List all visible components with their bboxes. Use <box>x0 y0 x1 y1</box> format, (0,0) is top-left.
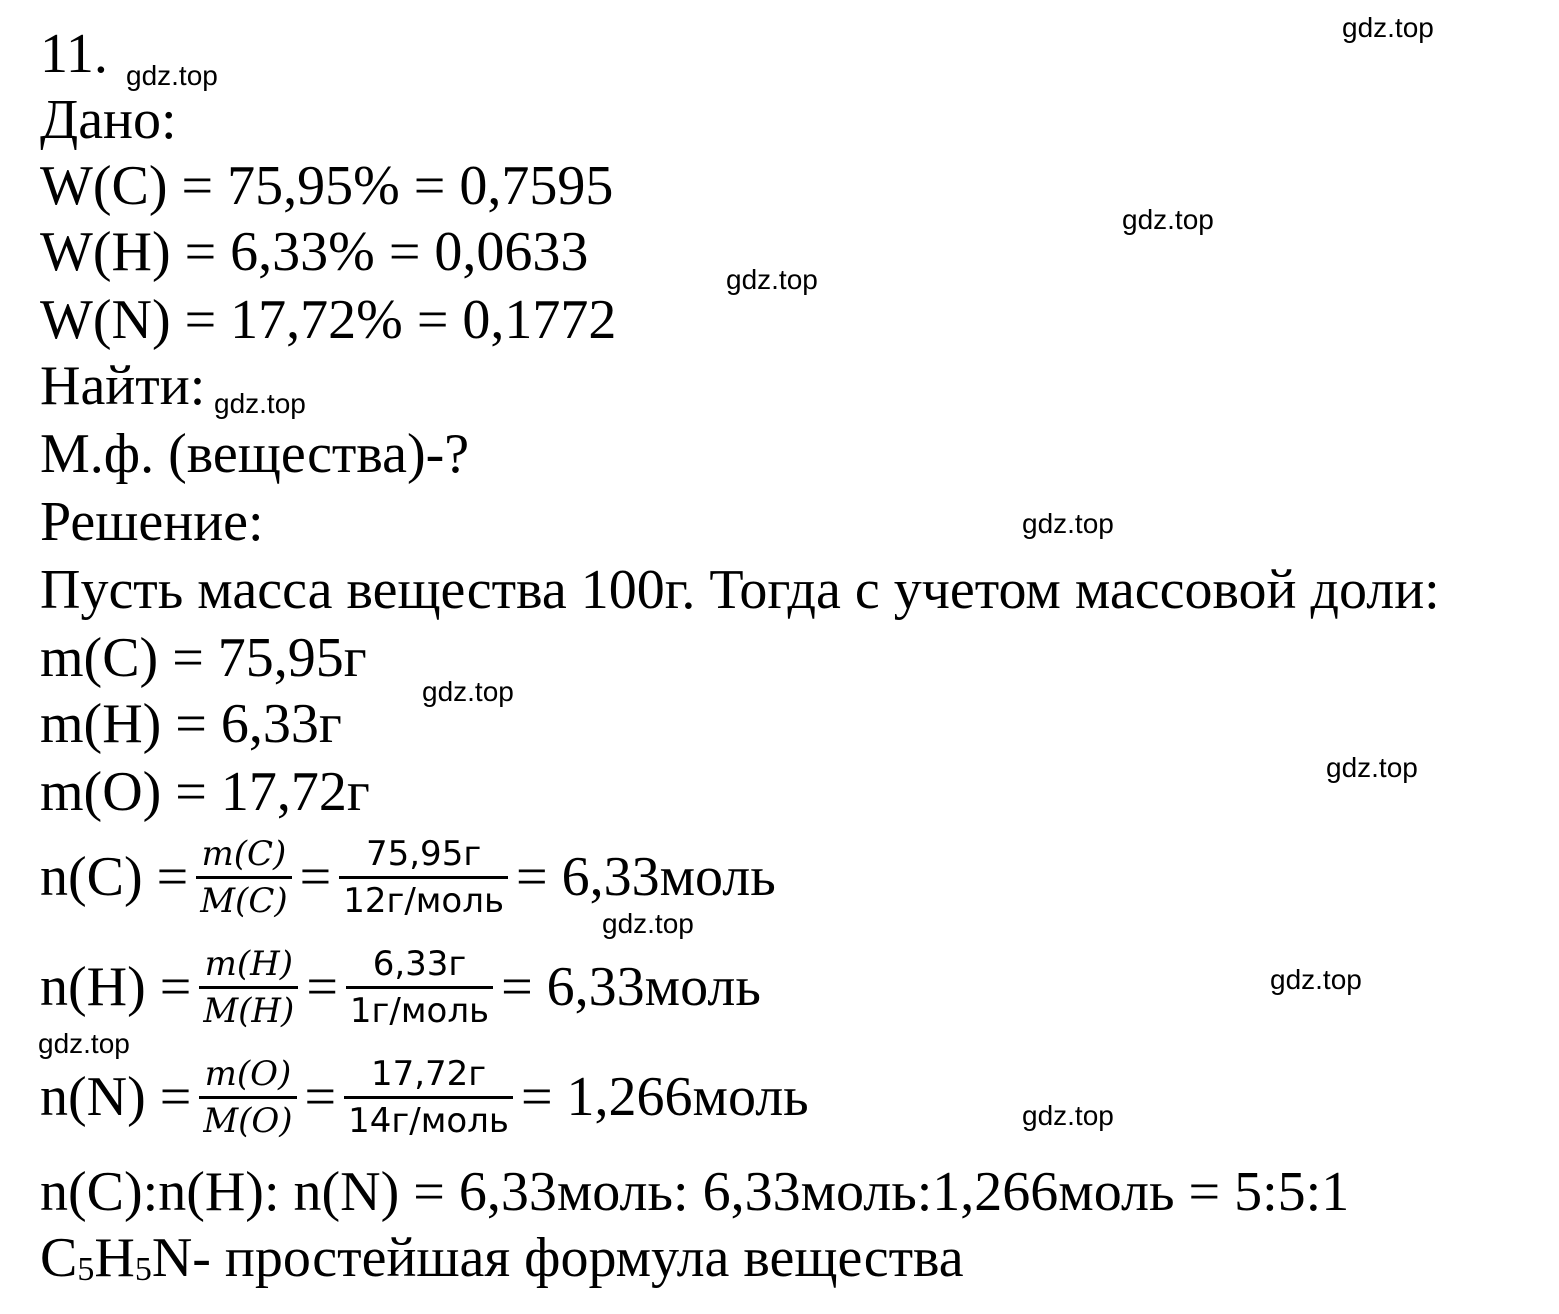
fraction-symbolic <box>199 942 298 1033</box>
formula-hydrogen: H <box>94 1227 135 1289</box>
fraction-numerator: 75,95г <box>365 833 482 874</box>
watermark: gdz.top <box>1342 12 1434 43</box>
watermark: gdz.top <box>602 908 694 939</box>
given-label: Дано: <box>40 89 177 151</box>
watermark: gdz.top <box>1270 964 1362 995</box>
equals-sign: = <box>306 956 338 1018</box>
fraction-denominator: 14г/моль <box>348 1100 509 1141</box>
fraction-numerator: m(O) <box>204 1053 292 1094</box>
fraction-symbolic <box>199 1052 296 1143</box>
equation-result: = 6,33моль <box>501 956 761 1018</box>
watermark: gdz.top <box>1022 1100 1114 1131</box>
watermark: gdz.top <box>1022 508 1114 539</box>
fraction-denominator: 12г/моль <box>343 880 504 921</box>
equals-sign: = <box>304 1066 337 1128</box>
equation-n-h <box>40 932 761 1042</box>
fraction-numerator: m(C) <box>201 833 287 874</box>
watermark: gdz.top <box>1122 204 1214 235</box>
fraction-denominator: M(H) <box>203 990 295 1031</box>
solution-label: Решение: <box>40 491 264 553</box>
fraction-numeric <box>339 832 508 923</box>
watermark: gdz.top <box>214 388 306 419</box>
equation-lhs: n(H) = <box>40 956 192 1018</box>
fraction-denominator: 1г/моль <box>349 990 490 1031</box>
mass-line: m(C) = 75,95г <box>40 627 367 689</box>
fraction-denominator: M(O) <box>203 1100 293 1141</box>
assumption-text: Пусть масса вещества 100г. Тогда с учетом массовой доли: <box>40 559 1440 621</box>
equation-n-n <box>40 1042 809 1152</box>
problem-number: 11. <box>40 23 108 85</box>
given-item: W(H) = 6,33% = 0,0633 <box>40 221 589 283</box>
fraction-denominator: M(C) <box>200 880 288 921</box>
watermark: gdz.top <box>726 264 818 295</box>
watermark: gdz.top <box>1326 752 1418 783</box>
mole-ratio: n(C):n(H): n(N) = 6,33моль: 6,33моль:1,266моль = 5:5:1 <box>40 1161 1350 1223</box>
equation-result: = 1,266моль <box>520 1066 809 1128</box>
formula-hydrogen-subscript: 5 <box>134 1251 152 1288</box>
fraction-numeric <box>346 942 493 1033</box>
equation-lhs: n(N) = <box>40 1066 192 1128</box>
find-label: Найти: <box>40 355 206 417</box>
equation-lhs: n(C) = <box>40 846 189 908</box>
watermark: gdz.top <box>126 60 218 91</box>
mass-line: m(H) = 6,33г <box>40 693 342 755</box>
fraction-numeric <box>344 1052 513 1143</box>
given-item: W(N) = 17,72% = 0,1772 <box>40 289 617 351</box>
fraction-numerator: 17,72г <box>370 1053 487 1094</box>
given-item: W(C) = 75,95% = 0,7595 <box>40 155 614 217</box>
fraction-numerator: m(H) <box>204 943 294 984</box>
equals-sign: = <box>299 846 332 908</box>
formula-description: N- простейшая формула вещества <box>151 1227 964 1289</box>
find-value: М.ф. (вещества)-? <box>40 423 470 485</box>
watermark: gdz.top <box>38 1028 130 1059</box>
watermark: gdz.top <box>422 676 514 707</box>
formula-line <box>40 1226 964 1302</box>
formula-carbon: C <box>40 1227 78 1289</box>
mass-line: m(O) = 17,72г <box>40 761 370 823</box>
fraction-numerator: 6,33г <box>372 943 467 984</box>
equation-result: = 6,33моль <box>516 846 776 908</box>
fraction-symbolic <box>196 832 291 923</box>
formula-carbon-subscript: 5 <box>77 1251 95 1288</box>
